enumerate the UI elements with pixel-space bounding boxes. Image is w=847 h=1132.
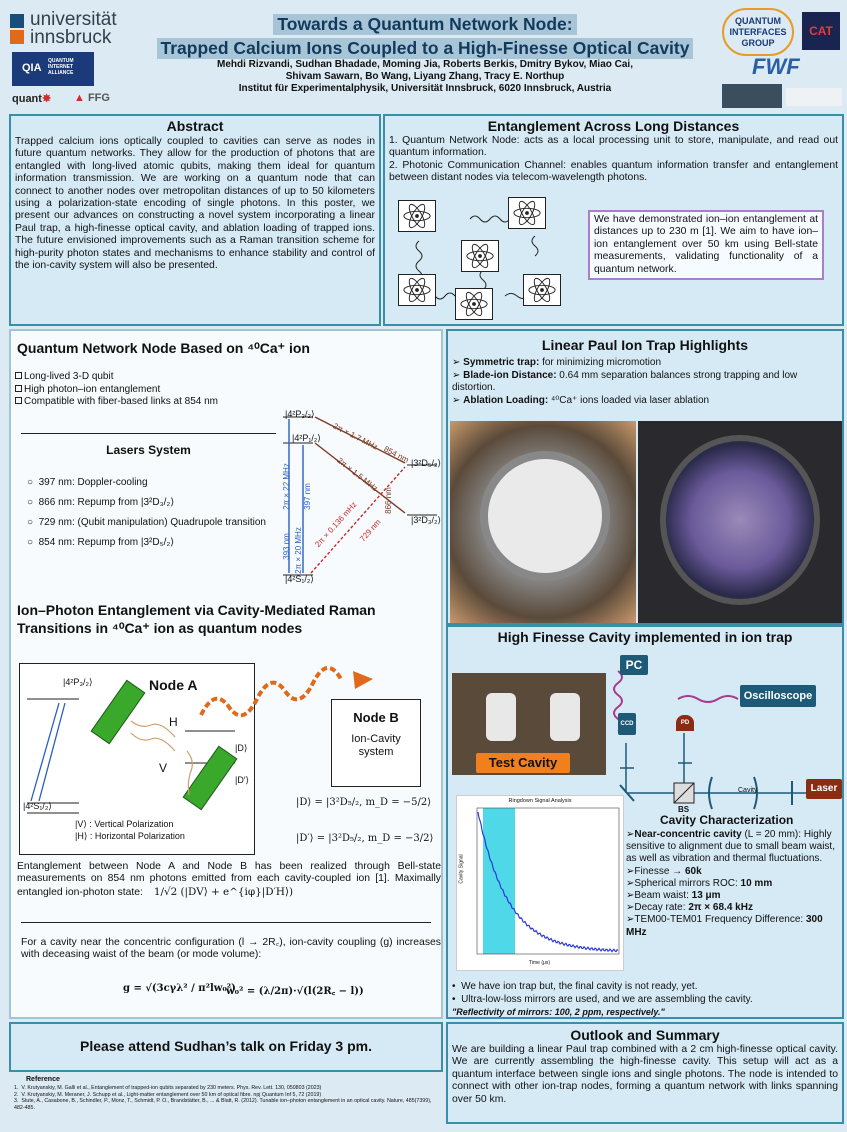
raman-title: Ion–Photon Entanglement via Cavity-Mediated Raman Transitions in ⁴⁰Ca⁺ ion as quantum nodes: [17, 602, 376, 636]
authors: Mehdi Rizvandi, Sudhan Bhadade, Moming Jia, Roberts Berkis, Dmitry Bykov, Miao Cai, Shivam Sawarn, Bo Wang, Liyang Zhang, Tracy E. Northup Institut für Experimentalphysik, Universität Innsbruck, 6020 Innsbruck, Austria: [130, 59, 720, 95]
poster-title: Towards a Quantum Network Node: Trapped Calcium Ions Coupled to a High-Finesse Optical Cavity: [130, 14, 720, 59]
uibk-logo: universität innsbruck: [10, 10, 128, 48]
plot-ylabel: Cavity Signal: [458, 854, 465, 884]
legend-v: |V⟩ : Vertical Polarization: [75, 819, 174, 829]
checkbox-icon: [15, 372, 22, 379]
char-item: ➢Near-concentric cavity (L = 20 mm): Highly sensitive to alignment due to small beam waist, as well as vibration and thermal fluctuations.: [626, 829, 835, 865]
label-15mhz: 2π × 1.5 MHz: [335, 455, 380, 494]
entanglement-item-2: 2. Photonic Communication Channel: enables quantum information transfer and entanglement between distant nodes via telecom-wavelength photons.: [389, 159, 838, 184]
atom-icon: [461, 240, 499, 272]
label-397: 397 nm: [302, 483, 312, 510]
outlook-panel: [446, 1022, 844, 1124]
eq-g: g = √(3cγλ² / π²lw₀²): [123, 983, 236, 994]
char-title: Cavity Characterization: [660, 813, 794, 827]
test-cavity-label: Test Cavity: [476, 753, 570, 773]
paul-item: ➢ Blade-ion Distance: 0.64 mm separation balances strong trapping and low distortion.: [452, 369, 798, 393]
eq-w: w₀² = (λ/2π)·√(l(2R꜀ − l)): [226, 986, 364, 997]
cavity-label: Cavity: [738, 787, 758, 794]
abstract-title: Abstract: [166, 118, 224, 134]
abstract-panel: [9, 114, 381, 326]
label-866: 866 nm: [383, 487, 393, 514]
feature-list: [15, 371, 218, 409]
lasers-list: [27, 477, 272, 549]
laser-item: ○ 866 nm: Repump from |3²D₃/₂⟩: [27, 497, 175, 508]
label-22mhz: 2π × 22 MHz: [281, 463, 291, 510]
atom-icon: [455, 288, 493, 320]
char-list: [626, 829, 844, 939]
header: [0, 0, 847, 110]
char-item: ➢Finesse → 60k: [626, 865, 702, 877]
divider: [21, 922, 431, 923]
quant-logo: quant✸: [12, 93, 52, 105]
reference-item: 2. V. Krutyanskiy, M. Meraner, J. Schupp et al., Light-matter entanglement over 50 km of optical fibre. npj Quantum Inf 5, 72 (2019): [14, 1091, 322, 1098]
level-d32: |3²D₃/₂⟩: [411, 515, 442, 525]
char-item: ➢Spherical mirrors ROC: 10 mm: [626, 877, 773, 889]
atom-icon: [523, 274, 561, 306]
academy-logo: [722, 84, 782, 108]
char-item: ➢TEM00-TEM01 Frequency Difference: 300 MHz: [626, 914, 823, 938]
char-item: ➢Beam waist: 13 μm: [626, 890, 721, 902]
level-s12: |4²S₁/₂⟩: [285, 574, 314, 584]
cavity-notes: [452, 981, 844, 1019]
char-item: ➢Decay rate: 2π × 68.4 kHz: [626, 902, 753, 914]
level-d52: |3²D₅/₂⟩: [411, 458, 441, 468]
talk-panel: [9, 1022, 443, 1072]
entanglement-panel: [383, 114, 844, 326]
fwf-logo: FWF: [752, 54, 800, 79]
feature-item: Long-lived 3-D qubit: [15, 371, 218, 384]
feature-item: High photon–ion entanglement: [15, 384, 218, 397]
ccd-box: CCD: [618, 713, 636, 735]
raman-d: |D⟩: [235, 743, 248, 753]
label-17mhz: 2π × 1.7 MHz: [331, 421, 380, 452]
cavity-title: High Finesse Cavity implemented in ion trap: [497, 629, 793, 645]
raman-text: Entanglement between Node A and Node B has been realized through Bell-state measurements on 854 nm photons emitted from each cavity-coupled ion [1]. Maximally entangled ion-photon state: 1/√2 (|DV⟩ + e^{iφ}|D′H⟩): [17, 861, 441, 898]
atom-icon: [398, 274, 436, 306]
qia-logo: QIA QUANTUM INTERNET ALLIANCE: [12, 52, 94, 86]
atom-icon: [398, 200, 436, 232]
pd-box: PD: [676, 715, 694, 731]
legend-h: |H⟩ : Horizontal Polarization: [75, 831, 185, 841]
eq-dprime: |D′⟩ = |3²D₅/₂, m_D = −3/2⟩: [296, 833, 434, 844]
raman-s12: |4²S₁/₂⟩: [23, 801, 52, 811]
label-854: 854 nm: [382, 444, 411, 465]
cavity-panel: [446, 625, 844, 1019]
trap-cad-image: [450, 421, 636, 623]
label-20mhz: 2π × 20 MHz: [293, 527, 303, 574]
coupling-text: For a cavity near the concentric configuration (l → 2R꜀), ion-cavity coupling (g) increases with deceasing waist of the beam (or mode volume):: [21, 937, 441, 961]
cat-logo: CAT: [802, 12, 840, 50]
paul-list: [448, 353, 842, 407]
outlook-title: Outlook and Summary: [570, 1027, 720, 1043]
checkbox-icon: [15, 385, 22, 392]
abstract-text: Trapped calcium ions optically coupled to cavities can serve as nodes in future quantum networks. They allow for the production of photons that are entangled with long-lived atomic qubits, making them ideal for quantum information transmission. We are working on a quantum node that can connect to another nodes over metropolitan distances of up to 50 kilometers using a polarization-state encoding of single photons. In this poster, we present our advances on constructing a novel system incorporating a linear Paul trap, a high-finesse optical cavity, and ablation loading of trapped ions. The future envisioned improvements such as a Raman transition scheme for high-purity photon states and mechanisms to enhance stability and control of the ion-cavity system will also be presented.: [15, 136, 375, 272]
reference-item: 1. V. Krutyanskiy, M. Galli et al., Entanglement of trapped-ion qubits separated by 230 meters. Phys. Rev. Lett. 130, 050803 (2023): [14, 1085, 322, 1092]
quantum-interfaces-logo: QUANTUM INTERFACES GROUP: [722, 8, 794, 56]
laser-box: Laser: [806, 779, 842, 799]
paul-title: Linear Paul Ion Trap Highlights: [541, 337, 749, 353]
raman-dprime: |D′⟩: [235, 775, 250, 785]
label-393: 393 nm: [281, 533, 291, 560]
reference-item: 3. Stute, A., Casabone, B., Schindler, P., Monz, T., Schmidt, P. O., Brandstätter, B., ... & Blatt, R. (2012). Tunable ion–photon entanglement in an optical cavity. Nature, 485(7399), 482-485.: [14, 1098, 432, 1111]
entanglement-note: We have demonstrated ion–ion entanglement at distances up to 230 m [1]. We aim to have ion–ion entanglement over 50 km using Bell-state measurements, validating functionality of a quantum network.: [588, 210, 824, 280]
entanglement-title: Entanglement Across Long Distances: [487, 118, 740, 134]
node-panel: [9, 329, 443, 1019]
raman-p32: |4²P₃/₂⟩: [63, 677, 93, 687]
ringdown-curve: [457, 804, 625, 964]
entanglement-item-1: 1. Quantum Network Node: acts as a local processing unit to store, manipulate, and read out quantum information.: [389, 135, 838, 159]
references-title: Reference: [26, 1076, 60, 1083]
plot-xlabel: Time (μs): [529, 960, 551, 966]
talk-text: Please attend Sudhan’s talk on Friday 3 pm.: [79, 1038, 372, 1054]
ringdown-plot: [456, 795, 624, 971]
note-item: • Ultra-low-loss mirrors are used, and we are assembling the cavity.: [452, 993, 753, 1005]
laser-item: ○ 729 nm: (Qubit manipulation) Quadrupole transition: [27, 517, 266, 528]
node-b-box: Node B Ion-Cavity system: [331, 699, 421, 787]
oscilloscope-box: Oscilloscope: [740, 685, 816, 707]
eq-d: |D⟩ = |3²D₅/₂, m_D = −5/2⟩: [296, 797, 432, 808]
label-729: 729 nm: [358, 517, 383, 544]
node-title: Quantum Network Node Based on ⁴⁰Ca⁺ ion: [17, 340, 310, 356]
paul-item: ➢ Ablation Loading: ⁴⁰Ca⁺ ions loaded via laser ablation: [452, 394, 710, 406]
feature-item: Compatible with fiber-based links at 854 nm: [15, 396, 218, 409]
label-h: H: [169, 715, 178, 729]
paul-item: ➢ Symmetric trap: for minimizing micromotion: [452, 357, 662, 368]
entangled-state: 1/√2 (|DV⟩ + e^{iφ}|D′H⟩): [153, 885, 294, 898]
level-p12: |4²P₁/₂⟩: [292, 433, 321, 443]
bs-label: BS: [678, 805, 690, 814]
plot-title: Ringdown Signal Analysis: [508, 798, 572, 804]
divider: [21, 433, 276, 434]
paul-panel: [446, 329, 844, 625]
atom-icon: [508, 197, 546, 229]
laser-item: ○ 397 nm: Doppler-cooling: [27, 477, 148, 488]
ffg-logo: ▲ FFG: [74, 92, 110, 104]
outlook-text: We are building a linear Paul trap combined with a 2 cm high-finesse optical cavity. We are currently assembling the high-finesse cavity. This setup will act as a quantum interface between single ions and single photons. The node is intended to connect with other ion-trap nodes, forming a quantum network with links spanning over 50 km.: [452, 1044, 838, 1105]
pc-box: PC: [620, 655, 648, 675]
note-item: • We have ion trap but, the final cavity is not ready, yet.: [452, 981, 698, 992]
note-item: "Reflectivity of mirrors: 100, 2 ppm, respectively.": [452, 1007, 665, 1017]
lasers-title: Lasers System: [106, 443, 191, 457]
references: [14, 1077, 440, 1111]
label-v: V: [159, 761, 168, 775]
quantum-logo-small: [786, 88, 842, 106]
laser-item: ○ 854 nm: Repump from |3²D₅/₂⟩: [27, 537, 175, 548]
level-p32: |4²P₃/₂⟩: [285, 409, 315, 419]
trap-photo: [638, 421, 842, 623]
checkbox-icon: [15, 397, 22, 404]
label-mhz: 2π × 0.136 mHz: [313, 500, 359, 549]
node-a-label: Node A: [149, 677, 198, 693]
affiliation: Institut für Experimentalphysik, Universität Innsbruck, 6020 Innsbruck, Austria: [238, 83, 612, 94]
